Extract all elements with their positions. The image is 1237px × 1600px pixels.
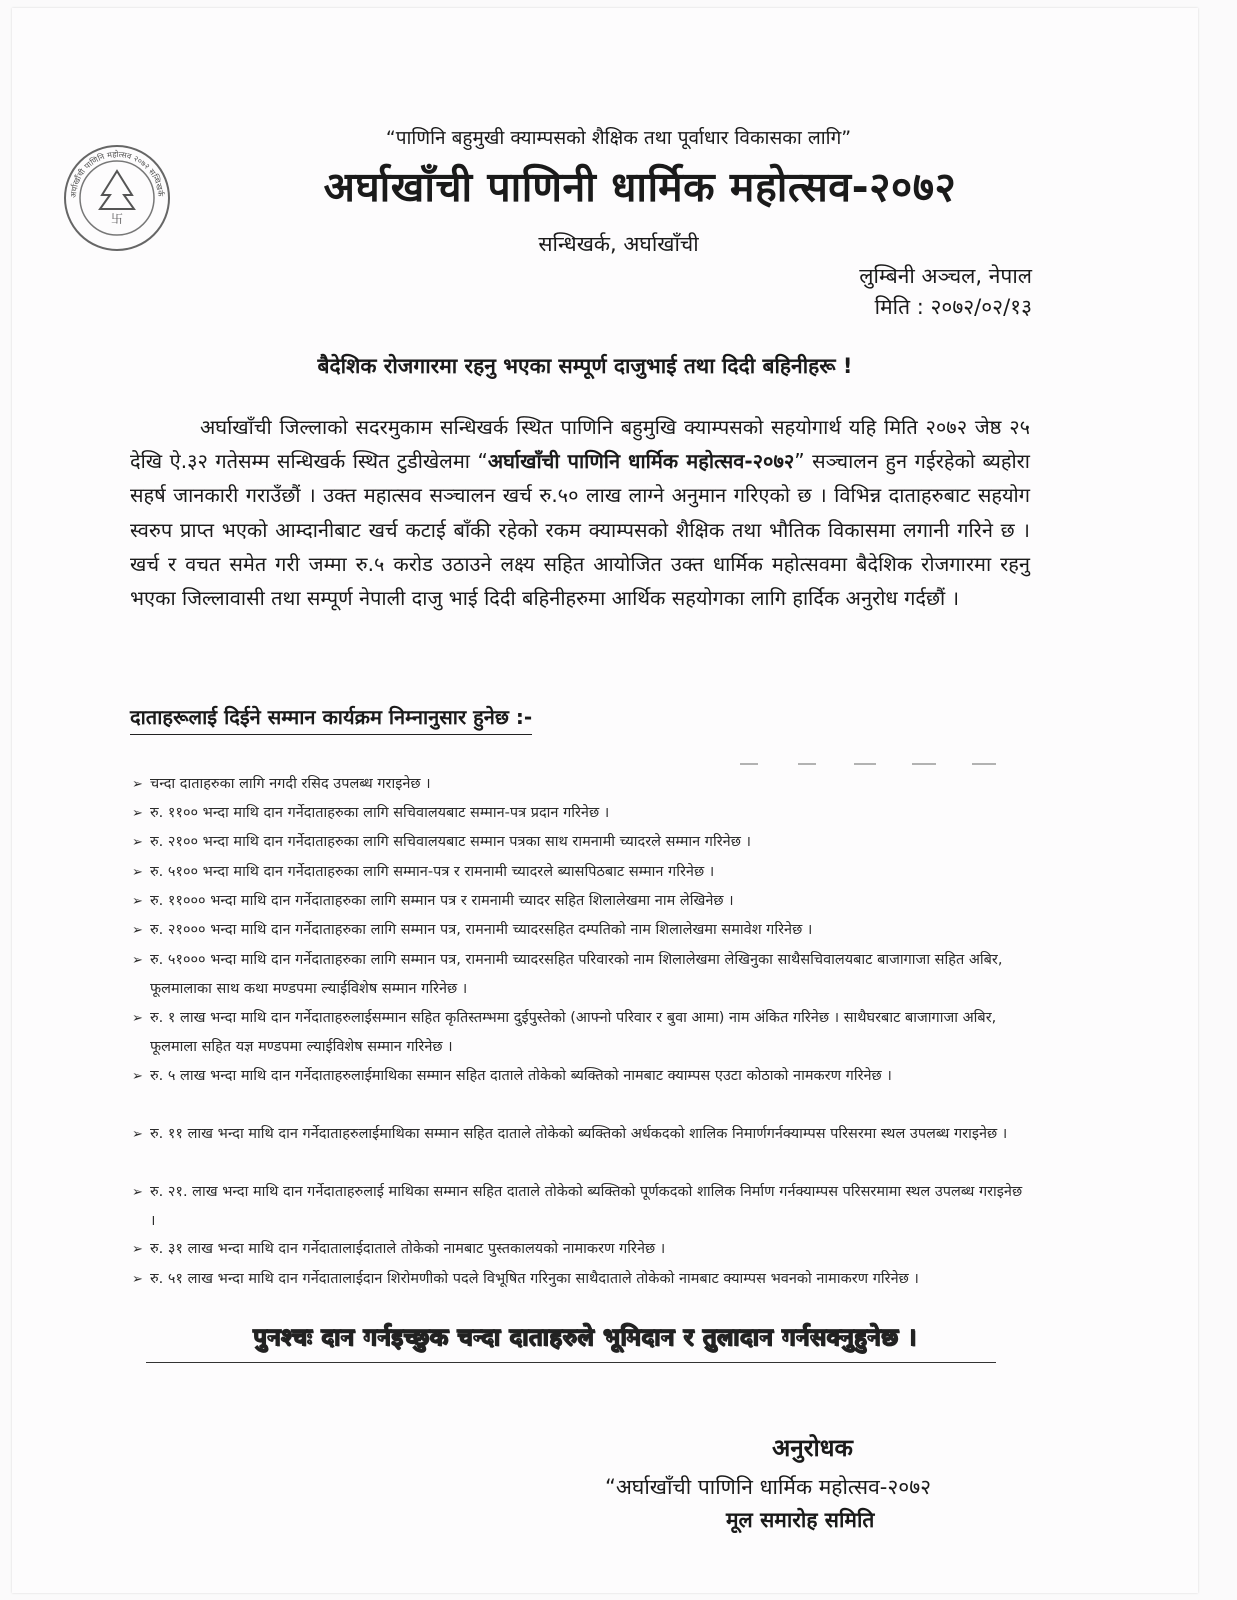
list-item: ➢ रु. २१०० भन्दा माथि दान गर्नेदाताहरुका लागि सचिवालयबाट सम्मान पत्रका साथ रामनामी च्यादरले सम्मान गरिनेछ । bbox=[132, 828, 1027, 857]
list-item: ➢ रु. २१००० भन्दा माथि दान गर्नेदाताहरुका लागि सम्मान पत्र, रामनामी च्यादरसहित दम्पतिको नाम शिलालेखमा समावेश गरिनेछ । bbox=[132, 916, 1027, 945]
list-item: ➢ रु. ५१ लाख भन्दा माथि दान गर्नेदातालाईदान शिरोमणीको पदले विभूषित गरिनुका साथैदाताले तोकेको नामबाट क्याम्पस भवनको नामाकरण गरिनेछ । bbox=[132, 1265, 1027, 1294]
arrow-bullet-icon: ➢ bbox=[132, 1272, 143, 1287]
body-text-2: ” सञ्चालन हुन गईरहेको ब्यहोरा सहर्ष जानकारी गराउँछौं । उक्त महात्सव सञ्चालन खर्च रु.५० लाख लाग्ने अनुमान गरिएको छ । विभिन्न दाताहरुबाट सहयोग स्वरुप प्राप्त भएको आम्दानीबाट खर्च कटाई बाँकी रहेको रकम क्याम्पसको शैक्षिक तथा भौतिक विकासमा लगानी गरिने छ । खर्च र वचत समेत गरी जम्मा रु.५ करोड उठाउने लक्ष्य सहित आयोजित उक्त धार्मिक महोत्सवमा बैदेशिक रोजगारमा रहनु भएका जिल्लावासी तथा सम्पूर्ण नेपाली दाजु भाई दिदी बहिनीहरुमा आर्थिक सहयोगका लागि हार्दिक अनुरोध गर्दछौं । bbox=[130, 449, 1030, 611]
arrow-bullet-icon: ➢ bbox=[132, 865, 143, 880]
zone-line: लुम्बिनी अञ्चल, नेपाल bbox=[859, 264, 1032, 288]
list-item: ➢ रु. १ लाख भन्दा माथि दान गर्नेदाताहरुलाईसम्मान सहित कृतिस्तम्भमा दुईपुस्तेको (आफ्नो परिवार र बुवा आमा) नाम अंकित गरिनेछ । साथैघरबाट बाजागाजा अबिर, फूलमाला सहित यज्ञ मण्डपमा ल्याईविशेष सम्मान गरिनेछ । bbox=[132, 1004, 1027, 1062]
arrow-bullet-icon: ➢ bbox=[132, 894, 143, 909]
signature-committee: मूल समारोह समिति bbox=[726, 1508, 875, 1532]
list-item: ➢ रु. ५१००० भन्दा माथि दान गर्नेदाताहरुका लागि सम्मान पत्र, रामनामी च्यादरसहित परिवारको नाम शिलालेखमा लेखिनुका साथैसचिवालयबाट बाजागाजा सहित अबिर, फूलमालाका साथ कथा मण्डपमा ल्याईविशेष सम्मान गरिनेछ । bbox=[132, 946, 1027, 1004]
list-item: ➢ रु. २१. लाख भन्दा माथि दान गर्नेदाताहरुलाई माथिका सम्मान सहित दाताले तोकेको ब्यक्तिको पूर्णकदको शालिक निर्माण गर्नक्याम्पस परिसरमामा स्थल उपलब्ध गराइनेछ । bbox=[132, 1178, 1027, 1236]
list-item: ➢ रु. ११ लाख भन्दा माथि दान गर्नेदाताहरुलाईमाथिका सम्मान सहित दाताले तोकेको ब्यक्तिको अर्धकदको शालिक निमार्णगर्नक्याम्पस परिसरमा स्थल उपलब्ध गराइनेछ । bbox=[132, 1120, 1027, 1149]
signature-role: अनुरोधक bbox=[772, 1434, 853, 1462]
date-line: मिति : २०७२/०२/१३ bbox=[874, 295, 1032, 319]
svg-text:अर्घाखाँची पाणिनि महोत्सव २०७२ bbox=[62, 143, 166, 199]
footnote: पुनश्चः दान गर्नइच्छुक चन्दा दाताहरुले भूमिदान र तुलादान गर्नसक्नुहुनेछ । bbox=[253, 1323, 917, 1351]
stray-dashes bbox=[740, 762, 1000, 766]
body-paragraph bbox=[130, 410, 1030, 615]
list-item: ➢ चन्दा दाताहरुका लागि नगदी रसिद उपलब्ध गराइनेछ । bbox=[132, 770, 1027, 799]
page-title: अर्घाखाँची पाणिनी धार्मिक महोत्सव-२०७२ bbox=[323, 163, 957, 211]
list-item: ➢ रु. ५१०० भन्दा माथि दान गर्नेदाताहरुका लागि सम्मान-पत्र र रामनामी च्यादरले ब्यासपिठबाट सम्मान गरिनेछ । bbox=[132, 858, 1027, 887]
arrow-bullet-icon: ➢ bbox=[132, 1069, 143, 1084]
salutation: बैदेशिक रोजगारमा रहनु भएका सम्पूर्ण दाजुभाई तथा दिदी बहिनीहरू ! bbox=[317, 354, 853, 378]
seal-text: अर्घाखाँची पाणिनि महोत्सव २०७२ सन्धिखर्क bbox=[68, 149, 166, 199]
section-heading: दाताहरूलाई दिईने सम्मान कार्यक्रम निम्नानुसार हुनेछ :- bbox=[130, 703, 532, 735]
tagline: “पाणिनि बहुमुखी क्याम्पसको शैक्षिक तथा पूर्वाधार विकासका लागि” bbox=[385, 127, 852, 149]
list-item: ➢ रु. ११००० भन्दा माथि दान गर्नेदाताहरुका लागि सम्मान पत्र र रामनामी च्यादर सहित शिलालेखमा नाम लेखिनेछ । bbox=[132, 887, 1027, 916]
svg-text:卐: 卐 bbox=[111, 212, 124, 226]
body-text-bold: अर्घाखाँची पाणिनि धार्मिक महोत्सव-२०७२ bbox=[487, 449, 795, 474]
arrow-bullet-icon: ➢ bbox=[132, 1242, 143, 1257]
arrow-bullet-icon: ➢ bbox=[132, 923, 143, 938]
arrow-bullet-icon: ➢ bbox=[132, 835, 143, 850]
place-line: सन्धिखर्क, अर्घाखाँची bbox=[538, 232, 699, 256]
list-item: ➢ रु. ३१ लाख भन्दा माथि दान गर्नेदातालाईदाताले तोकेको नामबाट पुस्तकालयको नामाकरण गरिनेछ । bbox=[132, 1235, 1027, 1264]
signature-org: “अर्घाखाँची पाणिनि धार्मिक महोत्सव-२०७२ bbox=[605, 1475, 932, 1499]
arrow-bullet-icon: ➢ bbox=[132, 806, 143, 821]
arrow-bullet-icon: ➢ bbox=[132, 1127, 143, 1142]
arrow-bullet-icon: ➢ bbox=[132, 953, 143, 968]
body-text-1: अर्घाखाँची जिल्लाको सदरमुकाम सन्धिखर्क स्थित पाणिनि बहुमुखि क्याम्पसको सहयोगार्थ यहि मिति २०७२ जेष्ठ २५ देखि ऐ.३२ गतेसम्म सन्धिखर्क स्थित टुडीखेलमा “ bbox=[130, 415, 1030, 474]
list-item: ➢ रु. ११०० भन्दा माथि दान गर्नेदाताहरुका लागि सचिवालयबाट सम्मान-पत्र प्रदान गरिनेछ । bbox=[132, 799, 1027, 828]
arrow-bullet-icon: ➢ bbox=[132, 1011, 143, 1026]
arrow-bullet-icon: ➢ bbox=[132, 777, 143, 792]
footnote-rule bbox=[146, 1362, 996, 1363]
arrow-bullet-icon: ➢ bbox=[132, 1185, 143, 1200]
list-item: ➢ रु. ५ लाख भन्दा माथि दान गर्नेदाताहरुलाईमाथिका सम्मान सहित दाताले तोकेको ब्यक्तिको नामबाट क्याम्पस एउटा कोठाको नामकरण गरिनेछ । bbox=[132, 1062, 1027, 1091]
